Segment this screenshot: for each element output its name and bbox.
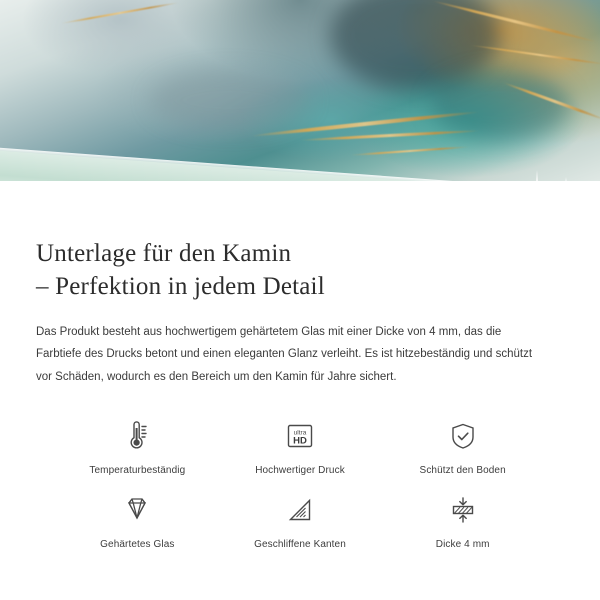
hero-bottom-mask <box>0 181 600 215</box>
feature-label: Dicke 4 mm <box>435 539 490 551</box>
content-section <box>0 215 600 550</box>
page-title-line-2: – Perfektion in jedem Detail <box>36 273 325 300</box>
feature-item-polished-edges <box>219 488 382 550</box>
feature-label: Temperaturbeständig <box>89 465 186 477</box>
polished-edges-icon <box>280 488 320 532</box>
feature-item-floor-protection <box>381 414 544 476</box>
feature-label: Gehärtetes Glas <box>100 539 175 551</box>
feature-label: Hochwertiger Druck <box>255 465 345 477</box>
ultra-hd-icon <box>280 414 320 458</box>
artwork-blob-2 <box>430 70 570 140</box>
description-paragraph: Das Produkt besteht aus hochwertigem gehärtetem Glas mit einer Dicke von 4 mm, das die Farbtiefe des Drucks betont und einen eleganten Glanz verleiht. Es ist hitzebeständig und schützt vor Schäden, wodurch es den Bereich um den Kamin für Jahre sichert. <box>36 326 533 383</box>
shield-check-icon <box>443 414 483 458</box>
feature-item-temperature <box>56 414 219 476</box>
page-title <box>36 237 564 303</box>
diamond-icon <box>117 488 157 532</box>
feature-item-tempered-glass <box>56 488 219 550</box>
thermometer-icon <box>117 414 157 458</box>
feature-item-thickness <box>381 488 544 550</box>
page-title-line-1: Unterlage für den Kamin <box>36 240 292 267</box>
feature-label: Schützt den Boden <box>419 465 506 477</box>
thickness-icon <box>443 488 483 532</box>
feature-grid <box>36 414 564 550</box>
hero-image <box>0 0 600 215</box>
svg-text:ultra: ultra <box>293 429 307 437</box>
feature-item-print-quality <box>219 414 382 476</box>
artwork-blob-3 <box>150 70 310 130</box>
svg-text:HD: HD <box>293 435 307 447</box>
feature-label: Geschliffene Kanten <box>254 539 346 551</box>
